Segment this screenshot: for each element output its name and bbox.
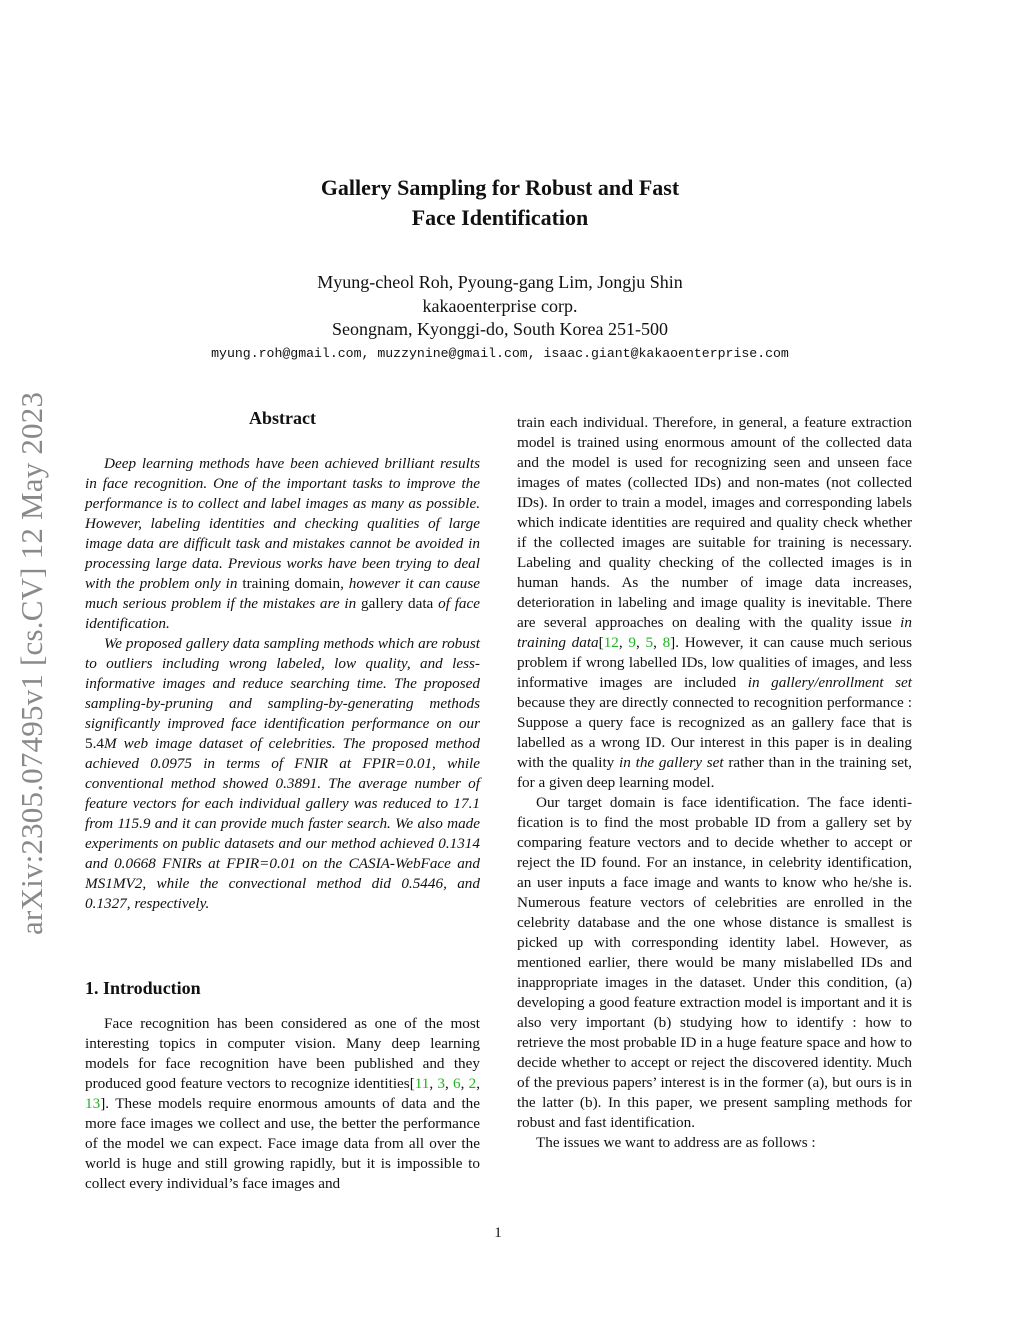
citation-link[interactable]: 11 <box>414 1075 430 1092</box>
affiliation: kakaoenterprise corp. <box>422 295 578 316</box>
italic-text: We proposed gallery data sampling methods which are robust to outliers including wrong labeled, low quality, and less-informative images and reduce searching time. The proposed sampling-by-pruning and sampling-by-generating methods significantly improved face identification performance on our <box>85 635 480 732</box>
citation-link[interactable]: 12 <box>603 634 619 651</box>
text: , <box>460 1075 469 1092</box>
text: Face recognition has been considered as one of the most interesting topics in computer vision. Many deep learning models for face recognition have been published and they produced good feature vectors to recognize identities[ <box>85 1015 480 1092</box>
paragraph <box>85 454 480 634</box>
text: training domain <box>242 575 341 592</box>
paper-title <box>0 173 1000 233</box>
text: [ <box>598 634 604 651</box>
text: train each individual. Therefore, in general, a feature extraction model is trained using enormous amount of the collected data and the model is used for recognizing seen and unseen face images of mates (collected IDs) and non-mates (not collected IDs). In order to train a model, images and corresponding labels which indicate identities are required and quality check whether if the collected images are suitable for training is necessary. Labeling and quality checking of the collected images is in human hands. As the number of image data increases, deterioration in labeling and image quality is inevitable. There are several approaches on dealing with the quality issue <box>517 414 912 631</box>
italic-text: M web image dataset of celebrities. The proposed method achieved 0.0975 in terms of FNIR at FPIR=0.01, while conventional method showed 0.3891. The average number of feature vectors for each individual gallery was reduced to 17.1 from 115.9 and it can provide much faster search. We also made experiments on public datasets and our method achieved 0.1314 and 0.0668 FNIRs at FPIR=0.01 on the CASIA-WebFace and MS1MV2, while the convectional method did 0.5446, and 0.1327, respectively. <box>85 735 480 912</box>
citation-link[interactable]: 2 <box>468 1075 477 1092</box>
text: , <box>429 1075 438 1092</box>
italic-text: Deep learning methods have been achieved brilliant results in face recognition. One of the important tasks to improve the performance is to collect and label images as many as possible. However, labeling identities and checking qualities of large image data are difficult task and mistakes cannot be avoided in processing large data. Previous works have been trying to deal with the problem only in <box>85 455 480 592</box>
citation-link[interactable]: 5 <box>645 634 654 651</box>
text: , <box>618 634 629 651</box>
paragraph <box>85 634 480 914</box>
address: Seongnam, Kyonggi-do, South Korea 251-500 <box>332 319 668 339</box>
italic-text: of face identification. <box>85 595 481 632</box>
text: 5.4 <box>85 735 104 752</box>
citation-link[interactable]: 9 <box>628 634 636 651</box>
citation-link[interactable]: 8 <box>662 634 671 651</box>
text: Our target domain is face identification. The face identification is to find the most probable ID from a gallery set by comparing feature vectors and to decide whether to accept or reject the ID found. For an instance, in celebrity identification, an user inputs a face image and wants to know who he/she is. Numerous feature vectors of celebrities are enrolled in the celebrity database and the one whose distance is smallest is picked up with corresponding identity label. However, as mentioned earlier, there would be many mislabelled IDs and inappropriate images in the dataset. Under this condition, (a) developing a good feature extraction model is important and it is also very important (b) studying how to identify : how to retrieve the most probable ID in a huge feature space and how to decide whether to accept or reject the discovered identity. Much of the previous papers’ interest is in the former (a), but ours is in the latter (b). In this paper, we present sampling methods for robust and fast identification. <box>517 794 912 1131</box>
paragraph <box>517 793 912 1133</box>
paragraph <box>85 1014 480 1194</box>
text: , <box>653 634 663 651</box>
italic-text: in gallery/enrollment set <box>747 674 912 691</box>
italic-text: in training data <box>517 614 912 651</box>
page-number: 1 <box>494 1225 502 1241</box>
text: because they are directly connected to recognition performance : Suppose a query face is recognized as an gallery face that is labelled as a wrong ID. Our interest in this paper is in dealing with the quality <box>517 694 912 771</box>
arxiv-identifier: arXiv:2305.07495v1 [cs.CV] 12 May 2023 <box>14 391 49 935</box>
italic-text: in the gallery set <box>619 754 724 771</box>
right-column-body <box>517 413 912 1153</box>
author-emails: myung.roh@gmail.com, muzzynine@gmail.com, isaac.giant@kakaoenterprise.com <box>211 346 789 361</box>
abstract-body <box>85 454 480 914</box>
text: , <box>445 1075 454 1092</box>
citation-link[interactable]: 6 <box>453 1075 461 1092</box>
paragraph <box>517 413 912 793</box>
abstract-heading: Abstract <box>249 408 316 428</box>
section-heading-introduction: 1. Introduction <box>85 978 201 998</box>
author-names: Myung-cheol Roh, Pyoung-gang Lim, Jongju Shin <box>317 272 683 292</box>
text: , <box>635 634 646 651</box>
text: The issues we want to address are as follows : <box>536 1134 816 1151</box>
italic-text: , however it can cause much serious problem if the mistakes are in <box>85 575 480 612</box>
paragraph <box>517 1133 912 1153</box>
title-line: Gallery Sampling for Robust and Fast <box>320 175 680 200</box>
author-block <box>0 271 1000 342</box>
text: rather than in the training set, for a given deep learning model. <box>517 754 912 791</box>
text: ]. These models require enormous amounts of data and the more face images we collect and use, the better the performance of the model we can expect. Face image data from all over the world is huge and still growing rapidly, but it is impossible to collect every individual’s face images and <box>85 1095 480 1192</box>
title-line: Face Identification <box>411 205 589 230</box>
text: ]. However, it can cause much serious problem if wrong labelled IDs, low qualities of images, and less informative images are included <box>517 634 913 691</box>
text: , <box>476 1075 481 1092</box>
text: gallery data <box>361 595 434 612</box>
introduction-body <box>85 1014 480 1194</box>
citation-link[interactable]: 3 <box>437 1075 445 1092</box>
citation-link[interactable]: 13 <box>85 1095 101 1112</box>
